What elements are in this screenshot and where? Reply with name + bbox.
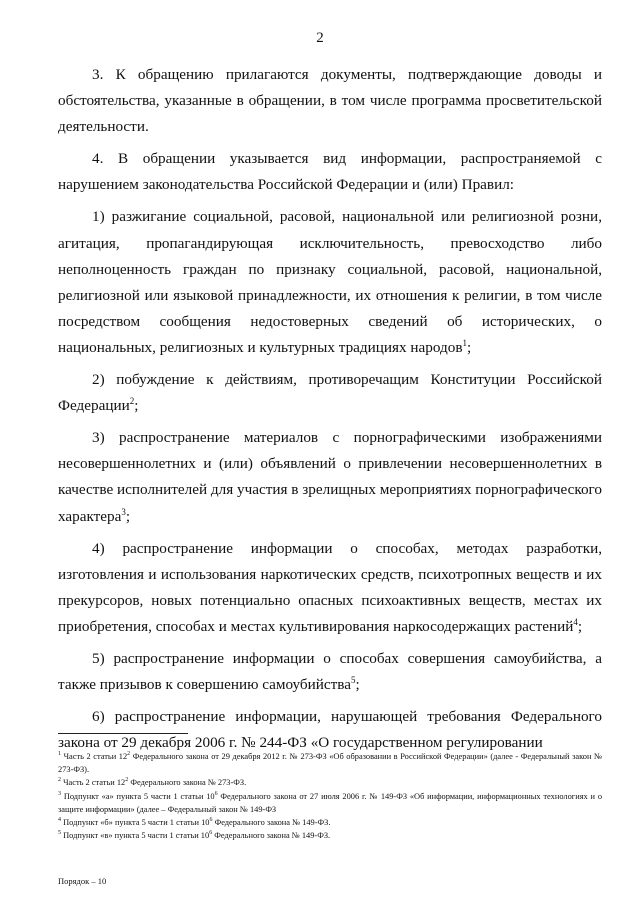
- paragraph-text: 1) разжигание социальной, расовой, национальной или религиозной розни, агитация, пропагандирующая исключительность, превосходство либо неполноценность граждан по признаку социальной, расовой, национальной, религиозной или языковой принадлежности, их отношения к религии, в том числе посредством сообщения недостоверных сведений об исторических, о национальных, религиозных и культурных традициях народов: [58, 208, 602, 356]
- footnote-text: Федерального закона от 29 декабря 2012 г. № 273-ФЗ «Об образовании в Российской Федерации» (далее - Федеральный закон № 273-ФЗ).: [58, 752, 603, 775]
- footnote: [58, 790, 602, 816]
- paragraph-tail: ;: [467, 338, 472, 356]
- paragraph: [58, 204, 602, 361]
- paragraph: [58, 367, 602, 419]
- footnote-superscript: 6: [209, 817, 213, 824]
- paragraph: [58, 536, 602, 640]
- footnote-text: Часть 2 статьи 12: [63, 752, 128, 761]
- footnotes: [58, 750, 602, 842]
- footer-label: Порядок – 10: [58, 876, 107, 886]
- footnote-mark: 3: [58, 790, 61, 797]
- paragraph-text: 5) распространение информации о способах совершения самоубийства, а также призывов к совершению самоубийства: [58, 649, 602, 694]
- paragraph-tail: ;: [134, 397, 139, 415]
- footnote-text: Подпункт «б» пункта 5 части 1 статьи 10: [63, 818, 210, 828]
- footnote-mark: 2: [58, 777, 61, 784]
- page-number: 2: [316, 30, 324, 46]
- footnote: [58, 750, 602, 776]
- footnote-text: Федерального закона от 27 июля 2006 г. № 149-ФЗ «Об информации, информационных технологиях и о защите информации» (далее – Федеральный закон № 149-ФЗ: [58, 791, 603, 814]
- footnote: [58, 816, 602, 829]
- footnote-reference: 1: [462, 337, 467, 348]
- paragraph-text: 3. К обращению прилагаются документы, подтверждающие доводы и обстоятельства, указанные в обращении, в том числе программа просветительской деятельности.: [58, 66, 602, 136]
- footnote-reference: 5: [350, 675, 356, 685]
- footnote-mark: 5: [58, 830, 61, 837]
- paragraph-text: 3) распространение материалов с порнографическими изображениями несовершеннолетних и (или) объявлений о привлечении несовершеннолетних в качестве исполнителей для участия в зрелищных мероприятиях порнографического характера: [58, 429, 602, 525]
- paragraph-text: 2) побуждение к действиям, противоречащим Конституции Российской Федерации: [58, 371, 602, 415]
- footnote-superscript: 2: [125, 777, 129, 784]
- footnote-superscript: 6: [214, 790, 218, 797]
- footnote-text: Федерального закона № 273-ФЗ.: [128, 778, 247, 788]
- paragraph: [58, 62, 602, 140]
- footnote-text: Федерального закона № 149-ФЗ.: [212, 831, 331, 841]
- paragraph: [58, 704, 602, 756]
- paragraph-tail: ;: [355, 676, 360, 694]
- paragraph-tail: ;: [577, 617, 583, 635]
- footnote-text: Федерального закона № 149-ФЗ.: [212, 818, 331, 828]
- paragraph: [58, 425, 602, 529]
- footnote-superscript: 2: [127, 751, 131, 758]
- paragraph: [58, 146, 602, 198]
- footnote-divider: [58, 733, 188, 734]
- paragraph-text: 6) распространение информации, нарушающей требования Федерального закона от 29 декабря 2006 г. № 244-ФЗ «О государственном регулировании: [58, 708, 602, 752]
- footnote-text: Подпункт «в» пункта 5 части 1 статьи 10: [63, 831, 210, 841]
- footnote-mark: 4: [58, 817, 61, 824]
- footnote-superscript: 6: [209, 830, 213, 837]
- paragraph-tail: ;: [125, 507, 131, 525]
- paragraph: [58, 646, 602, 698]
- body-text: [58, 62, 602, 762]
- footnote-mark: 1: [58, 751, 61, 758]
- footnote-text: Подпункт «а» пункта 5 части 1 статьи 10: [63, 791, 215, 801]
- paragraph-text: 4. В обращении указывается вид информации, распространяемой с нарушением законодательства Российской Федерации и (или) Правил:: [58, 150, 602, 194]
- footnote: [58, 776, 602, 789]
- footnote-reference: 2: [129, 396, 135, 407]
- footnote-text: Часть 2 статьи 12: [63, 778, 126, 788]
- footnote-reference: 4: [573, 616, 578, 627]
- footnote-reference: 3: [121, 506, 126, 517]
- paragraph-text: 4) распространение информации о способах, методах разработки, изготовления и использования наркотических средств, психотропных веществ и их прекурсоров, новых потенциально опасных психоактивных веществ, местах их приобретения, способах и местах культивирования наркосодержащих растений: [58, 539, 602, 635]
- footnote: [58, 829, 602, 842]
